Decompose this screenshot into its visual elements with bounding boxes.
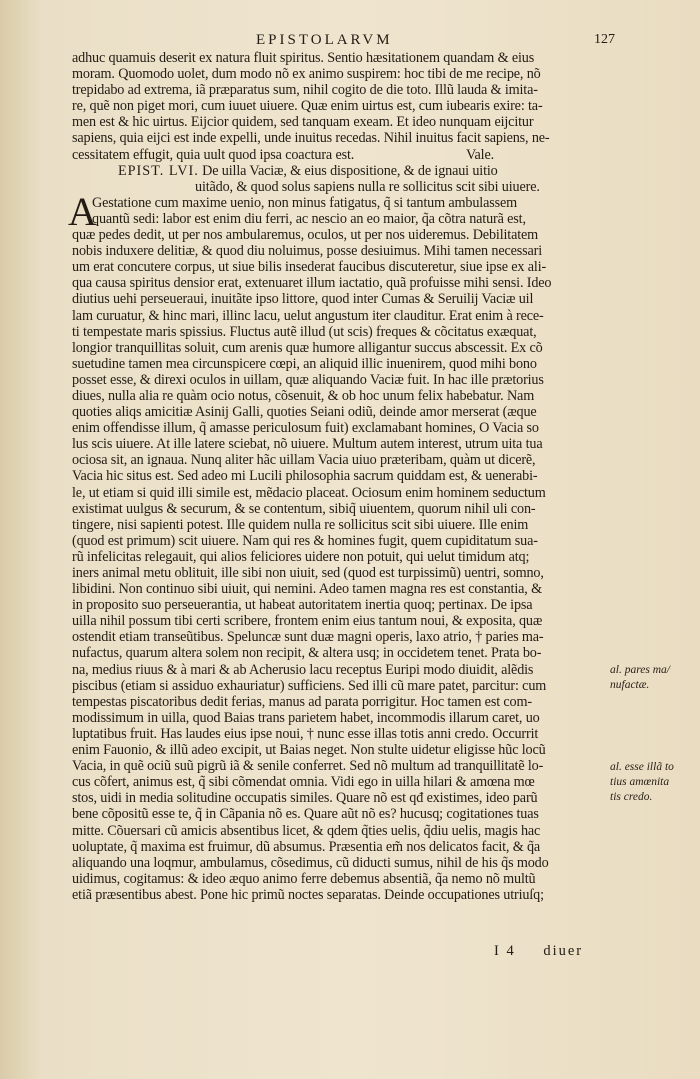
text-line: enim Fauonio, & illũ adeo excipit, ut Baias neget. Non stulte uidetur eligisse hũc locũ [72,742,546,759]
text-line: suetudine tamen mea circunspicere cœpi, an aliquid illic inuenirem, quod mihi bono [72,355,537,372]
text-line: men est & hic uirtus. Eijcior quidem, sed tanquam exeam. Et ideo nunquam eijcitur [72,114,534,131]
text-line: piscibus (etiam si assiduo exhauriatur) sufficiens. Sed illi cũ mare patet, parcitur: cum [72,677,547,694]
text-line: le, ut etiam si quid illi simile est, mẽdacio placeat. Ociosum enim hominem seductum [72,484,546,501]
letter-body [72,227,597,903]
text-line-final [72,147,597,163]
text-line: nufactus, quarum altera solem non recipit, & altera usq; in occidetem tenet. Prata bo- [72,645,542,662]
catchword: diuer [543,943,584,959]
text-line: bene cõpositũ esse te, q̃ in Cãpania nõ es. Quare aũt nõ es? hucusq; cogitationes tuas [72,806,539,823]
text-line: etiã præsentibus abest. Pone hic primũ noctes separatas. Deinde occupationes utriuſq; [72,886,544,903]
marginal-line: tius amœnita [610,776,670,788]
text-line: sapiens, quia eijci est inde expelli, unde inuitus recedas. Nihil inuitus facit sapiens, ne- [72,130,550,147]
text-line: uidimus, cogitamus: & ideo æquo animo ferre debemus absentiã, q̃a nemo nõ multũ [72,870,536,887]
text-line: nobis induxere delitiæ, & quod diu noluimus, posse desiuimus. Mihi tamen necessari [72,243,543,260]
folio-number: 127 [594,32,615,47]
marginal-note-2 [610,760,674,805]
text-line: lus scis uiuere. At ille latere sciebat, nõ uiuere. Multum autem interest, utrum uita tua [72,436,543,453]
text-line: Gestatione cum maxime uenio, non minus fatigatus, q̃ si tantum ambulassem [92,194,517,211]
text-line: quoties aliqs amicitiæ Asinij Galli, quoties Seiani odiũ, deinde amor merserat (æque [72,404,537,421]
text-line: cus cõfert, animus est, q̃ sibi cõmendat omnia. Vidi ego in uilla hilari & amœna mœ [72,774,535,791]
text-block [68,50,597,903]
text-line: na, medius riuus & à mari & ab Acherusio lacu receptus Euripi modo diuidit, alẽdis [72,661,534,678]
text-line: tingere, nisi sapienti potest. Ille quidem nulla re sollicitus scit sibi uiuere. Ille enim [72,516,529,533]
text-line: (quod est primum) scit uiuere. Nam qui res & homines fugit, quem cupiditatum sua- [72,532,538,549]
text-line: mitte. Cõuersari cũ amicis absentibus licet, & qdem q̃ties uelis, q̃diu uelis, magis hac [72,822,541,839]
marginal-note-1 [610,663,670,693]
text-line: moram. Quomodo uolet, dum modo nõ ex animo suspirem: hoc tibi de me recipe, nõ [72,66,541,83]
letter-opening [68,188,597,234]
text-line: uoluptate, q̃ maxima est fruimur, dũ absumus. Præsentia em̃ nos delicatos facit, & q̃a [72,838,541,855]
text-line: stos, uidi in media solitudine occupatis similes. Quare nõ est qđ existimes, ideo parũ [72,790,538,807]
signature-mark: I 4 [494,943,516,959]
letter-heading-cont: uitãdo, & quod solus sapiens nulla re sollicitus scit sibi uiuere. [195,178,540,195]
text-line: Vacia hic situs est. Sed adeo mi Lucili philosophia sacrum quiddam est, & uenerabi- [72,468,538,485]
marginal-line: nufactæ. [610,679,650,691]
text-line: aliquando una loqmur, ambulamus, cõsedimus, cũ diducti sumus, nihil de his q̃s modo [72,854,549,871]
letter-heading [72,163,597,179]
text-line: diutius uehi perseueraui, inuitãte ipso littore, quod inter Cumas & Seruilij Vaciæ uil [72,291,534,308]
text-line: diues, nulla alia re quàm ocio notus, cõsenuit, & ob hoc unum felix habebatur. Nam [72,387,535,404]
text-line: enim offendisse illum, q̃ amasse periculosum fuit) exclamabant homines, O Vacia so [72,420,539,437]
text-line: ti tempestate maris spissius. Fluctus autẽ illud (ut scis) freques & cõcitatus exæquat, [72,323,537,340]
text-line: ostendit etiam transeũtibus. Speluncæ sunt duæ magni operis, laxo atrio, † paries ma- [72,629,544,646]
text-line: um erat concutere corpus, ut siue bilis insederat faucibus discuteretur, siue ipse ex ali- [72,259,547,276]
text-line: posset esse, & direxi oculos in uillam, quæ aliquando Vaciæ fuit. In hac ille prætorius [72,371,544,388]
text-line: uilla nihil possum tibi certi scribere, frontem enim eius tantum noui, & exposita, quæ [72,613,543,630]
text-line: quantũ sedi: labor est enim diu ferri, ac nescio an eo maior, q̃a cõtra naturã est, [92,210,526,227]
text-line: tempestas piscatoribus dedit ferias, manus ad parata porrigitur. Hoc tamen est com- [72,693,532,710]
letter-number: EPIST. LVI. [118,162,199,179]
text-line: rũ infelicitas relegauit, qui alios feliciores uidere non potuit, qui uelut timidum atq; [72,548,530,565]
text-line: lam curuatur, & hinc mari, illinc lacu, uelut angustum iter clauditur. Erat enim à rece- [72,307,544,324]
marginal-line: al. esse illã to [610,761,674,773]
text-line: modissimum in uilla, quod Baias trans parietem habet, incommodis illarum caret, uo [72,709,540,726]
text-line: trepidabo ad extrema, iã præparatus sum, nihil cogito de die toto. Illũ lauda & imita- [72,82,538,99]
letter-summary-1: De uilla Vaciæ, & eius dispositione, & de ignaui uitio [202,162,498,179]
text-line: re, quẽ non piget mori, cum iuuet uiuere. Quæ enim uirtus est, cum iubearis exire: ta- [72,98,543,115]
catchword-line [494,943,583,960]
text-line: adhuc quamuis deserit ex natura fluit spiritus. Sentio hæsitationem quandam & eius [72,50,535,66]
text-line: quæ pedes dedit, ut per nos ambularemus, oculos, ut per nos uideremus. Debilitatem [72,227,539,244]
page-header [0,32,700,52]
marginal-line: tis credo. [610,791,653,803]
text-line: existimat uulgus & securum, & se contentum, sibiq̃ uiuentem, quorum nihil uli con- [72,500,536,517]
text-line: libidini. Non continuo sibi uiuit, qui nemini. Adeo tamen magna res est constantia, & [72,581,542,598]
running-head: EPISTOLARVM [256,32,393,48]
text-line: ociosa sit, an ignaua. Nunq aliter hãc uillam Vacia uiuo præteribam, quàm ut dicerẽ, [72,452,536,469]
marginal-line: al. pares ma/ [610,664,670,676]
text-line: iners animal metu oblituit, ille sibi non uiuit, sed (quod est turpissimũ) uentri, somno, [72,565,544,581]
text-line: in proposito suo perseuerantia, ut habeat autoritatem inertia quoq; pertinax. De ipsa [72,597,533,614]
drop-initial: A [68,188,97,234]
text-line: longior tranquillitas soluit, cum arenis quæ humore alligantur succus abscessit. Ex cõ [72,339,543,356]
valediction: Vale. [466,146,495,163]
text-line: Vacia, in quẽ ociũ suũ pigrũ iã & senile conferret. Sed nõ multum ad tranquillitatẽ lo- [72,758,544,775]
text-line: qua causa spiritus densior erat, extenuaret illum iactatio, quã profuisse mihi sensi. Ideo [72,275,552,292]
text-line: luptatibus fruit. Has laudes eius ipse noui, † nunc esse illas totis anni credo. Occurrit [72,725,539,742]
final-sentence: cessitatem effugit, quia uult quod ipsa coactura est. [72,146,355,163]
